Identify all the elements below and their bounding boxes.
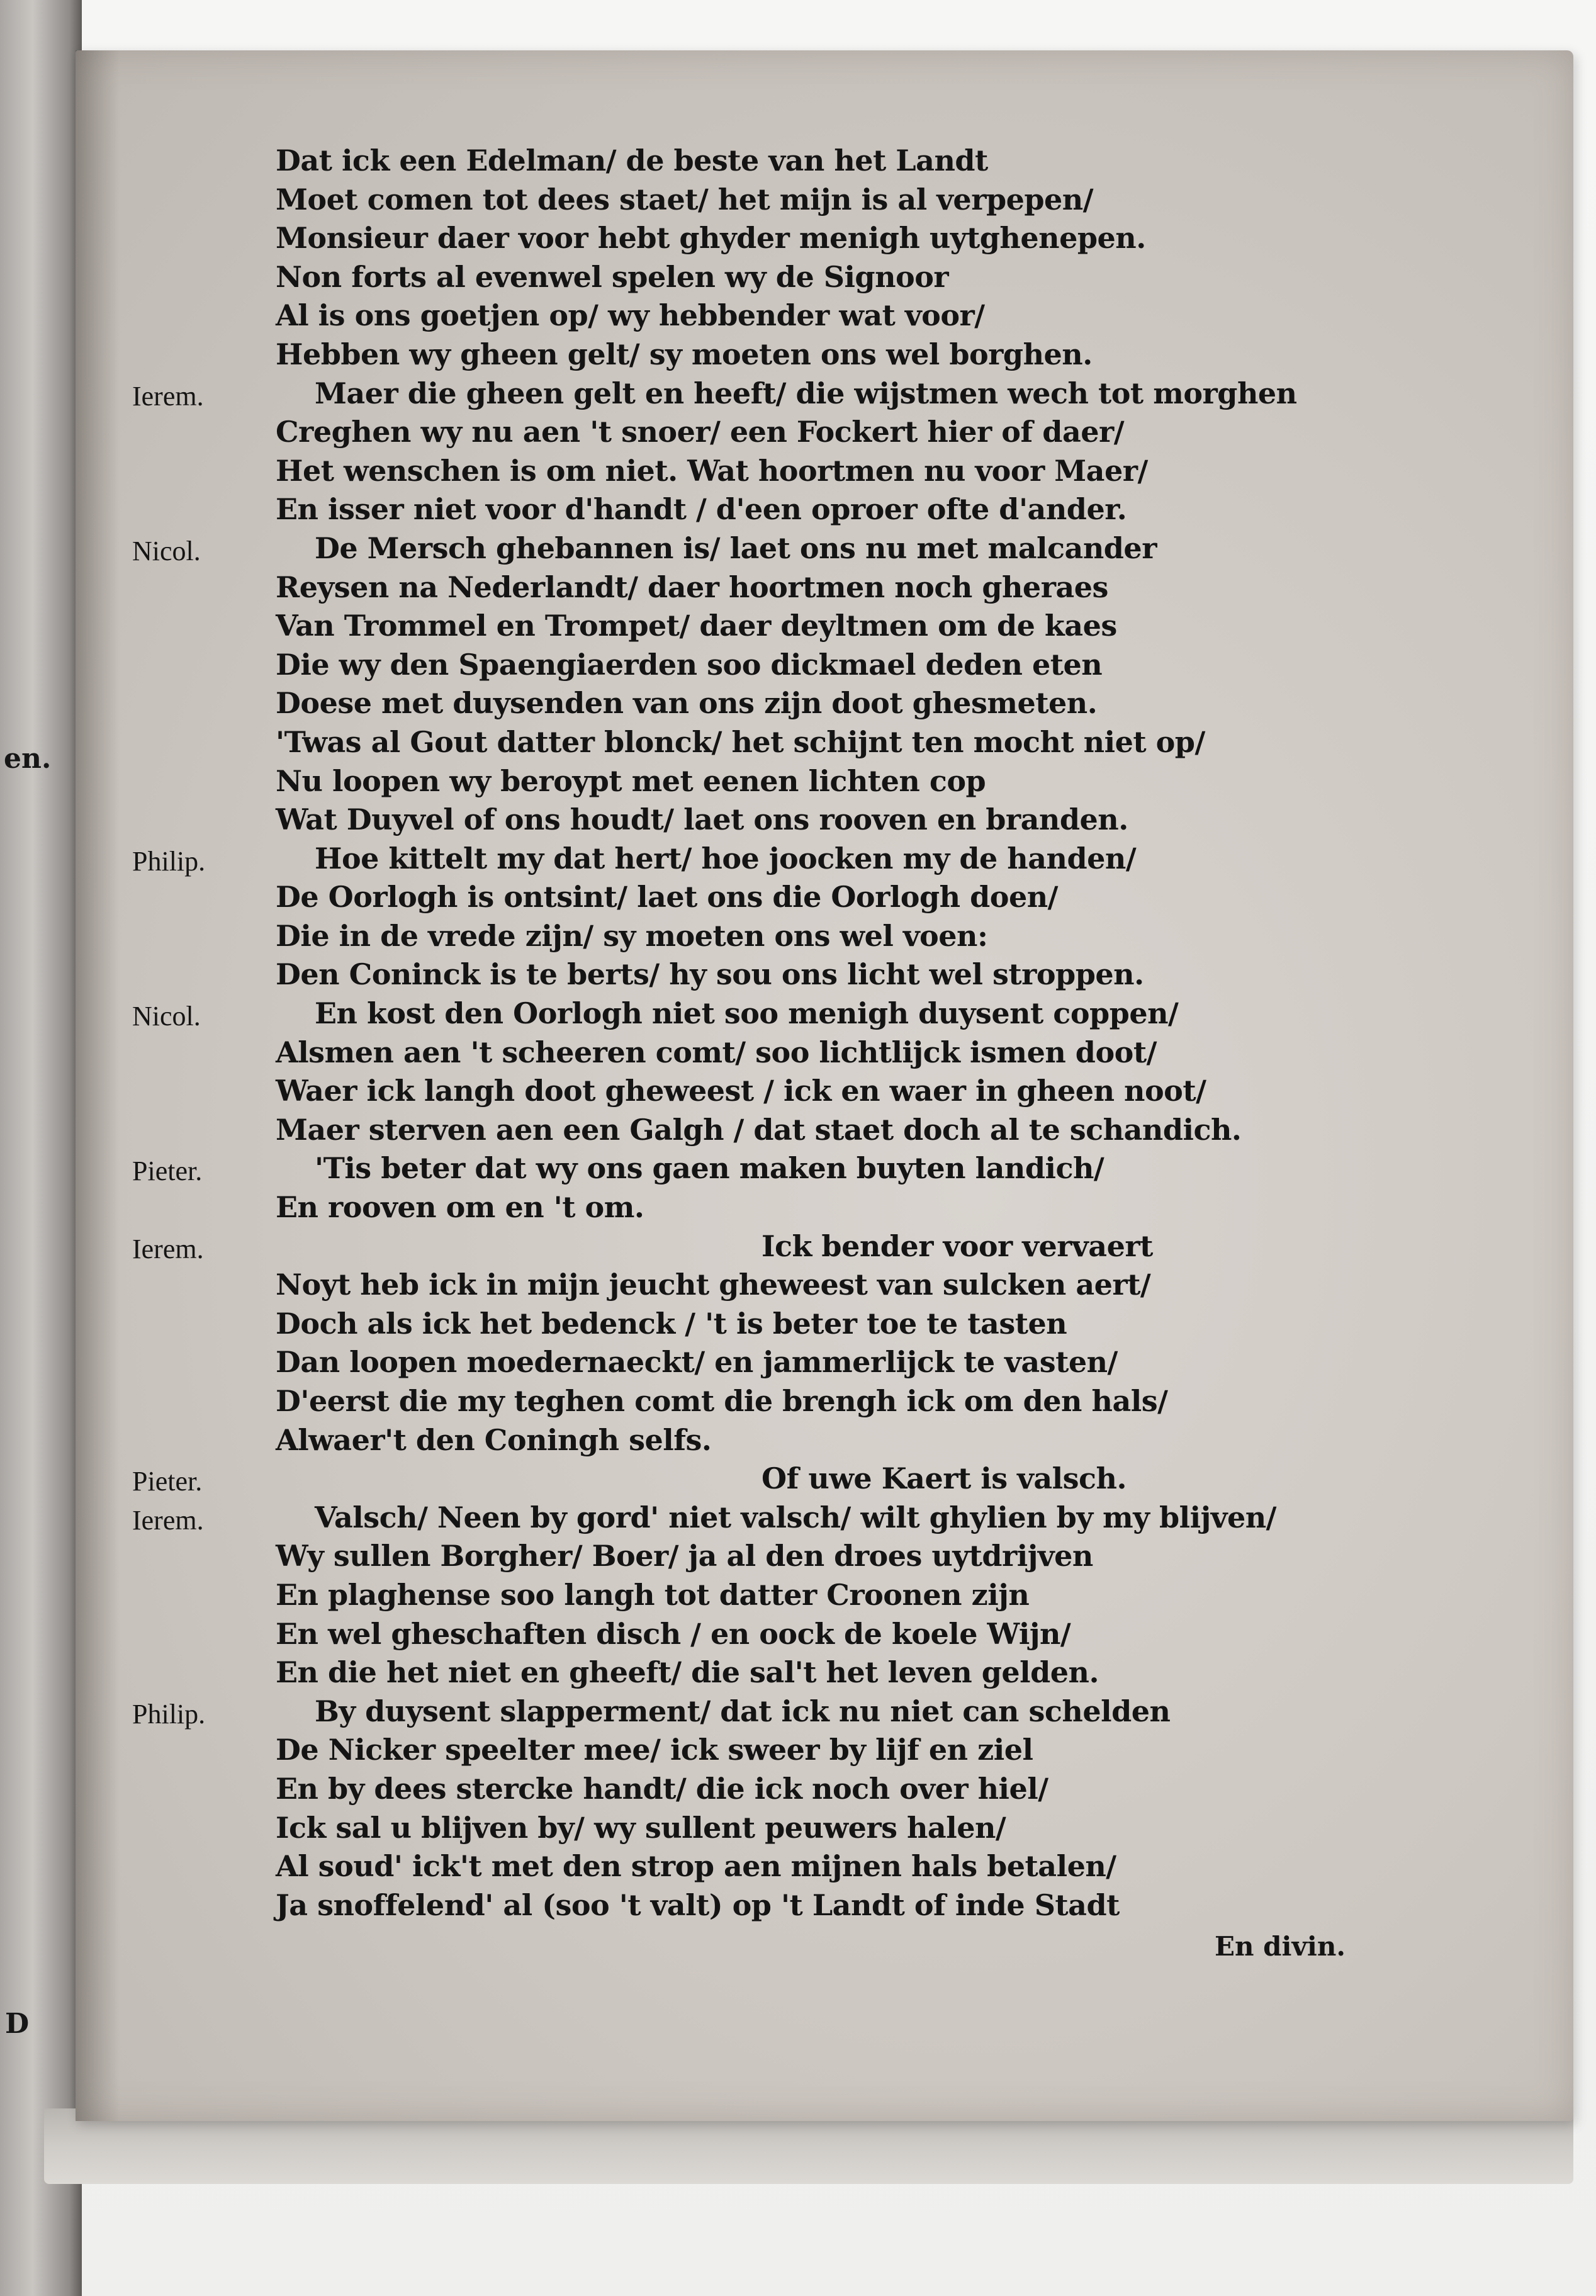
verse-line: [132, 684, 1517, 723]
verse-line: [132, 181, 1517, 220]
verse-text: Wy sullen Borgher/ Boer/ ja al den droes uytdrijven: [276, 1539, 1093, 1573]
verse-line: [132, 452, 1517, 491]
verse-line: [132, 1033, 1517, 1072]
verse-line: [132, 142, 1517, 181]
verse-line: [132, 1305, 1517, 1344]
verse-text: 'Twas al Gout datter blonck/ het schijnt ten mocht niet op/: [276, 724, 1205, 759]
verse-text: Ick bender voor vervaert: [761, 1229, 1153, 1263]
verse-text: Doch als ick het bedenck / 't is beter toe te tasten: [276, 1306, 1067, 1341]
speaker-label: Philip.: [132, 845, 206, 877]
verse-text: Al soud' ick't met den strop aen mijnen hals betalen/: [276, 1849, 1116, 1884]
verse-text: Doese met duysenden van ons zijn doot ghesmeten.: [276, 686, 1098, 721]
verse-line: [132, 762, 1517, 801]
verse-text: Van Trommel en Trompet/ daer deyltmen om de kaes: [276, 609, 1117, 643]
left-facing-page: [0, 0, 82, 2296]
verse-text: Creghen wy nu aen 't snoer/ een Fockert hier of daer/: [276, 415, 1125, 449]
verse-line: [132, 1072, 1517, 1111]
verse-text: Moet comen tot dees staet/ het mijn is al verpepen/: [276, 182, 1094, 217]
verse-line: [132, 1149, 1517, 1188]
speaker-label: Ierem.: [132, 1504, 204, 1536]
verse-line: [132, 219, 1517, 258]
verse-line: [132, 1227, 1517, 1266]
verse-text: 'Tis beter dat wy ons gaen maken buyten landich/: [315, 1151, 1104, 1186]
verse-text: En wel gheschaften disch / en oock de koele Wijn/: [276, 1616, 1071, 1651]
verse-text: Dan loopen moedernaeckt/ en jammerlijck te vasten/: [276, 1345, 1118, 1380]
verse-text: Noyt heb ick in mijn jeucht gheweest van sulcken aert/: [276, 1268, 1151, 1302]
verse-text: Ja snoffelend' al (soo 't valt) op 't Landt of inde Stadt: [276, 1888, 1120, 1922]
verse-text: De Nicker speelter mee/ ick sweer by lijf en ziel: [276, 1733, 1033, 1767]
verse-text: Alsmen aen 't scheeren comt/ soo lichtlijck ismen doot/: [276, 1035, 1157, 1069]
verse-line: [132, 994, 1517, 1033]
verse-text: En plaghense soo langh tot datter Croonen zijn: [276, 1577, 1030, 1612]
verse-text: Hebben wy gheen gelt/ sy moeten ons wel borghen.: [276, 337, 1093, 371]
verse-text: Den Coninck is te berts/ hy sou ons licht wel stroppen.: [276, 957, 1144, 992]
verse-text: Ick sal u blijven by/ wy sullent peuwers halen/: [276, 1810, 1006, 1845]
verse-line: [132, 1499, 1517, 1538]
verse-text: Maer die gheen gelt en heeft/ die wijstmen wech tot morghen: [315, 376, 1297, 410]
verse-line: [132, 1421, 1517, 1460]
catchword: En divin.: [1215, 1931, 1346, 1962]
verse-line: [132, 1188, 1517, 1227]
verse-text: Alwaer't den Coningh selfs.: [276, 1422, 712, 1457]
verse-text: By duysent slapperment/ dat ick nu niet can schelden: [315, 1694, 1171, 1728]
verse-text: Het wenschen is om niet. Wat hoortmen nu voor Maer/: [276, 453, 1148, 488]
verse-text: Die wy den Spaengiaerden soo dickmael deden eten: [276, 647, 1103, 682]
speaker-label: Nicol.: [132, 1001, 201, 1032]
verse-text: Dat ick een Edelman/ de beste van het Landt: [276, 144, 988, 177]
verse-line: [132, 1460, 1517, 1499]
verse-line: [132, 335, 1517, 374]
verse-line: [132, 568, 1517, 607]
verse-text: De Mersch ghebannen is/ laet ons nu met malcander: [315, 531, 1157, 565]
verse-text: En by dees stercke handt/ die ick noch over hiel/: [276, 1771, 1048, 1806]
verse-text: En kost den Oorlogh niet soo menigh duysent coppen/: [315, 996, 1179, 1031]
verse-line: [132, 840, 1517, 879]
verse-line: [132, 413, 1517, 452]
speaker-label: Philip.: [132, 1698, 206, 1730]
verse-text: Die in de vrede zijn/ sy moeten ons wel voen:: [276, 918, 988, 953]
gutter-shadow: [76, 50, 120, 2121]
verse-text: En die het niet en gheeft/ die sal't het leven gelden.: [276, 1655, 1099, 1690]
verse-line: [132, 1770, 1517, 1809]
verse-line: [132, 1615, 1517, 1654]
left-page-fragment-bottom: D: [5, 2008, 30, 2040]
verse-line: [132, 1731, 1517, 1770]
verse-text-block: [132, 142, 1517, 1925]
verse-line: [132, 1111, 1517, 1150]
verse-text: Of uwe Kaert is valsch.: [761, 1461, 1127, 1496]
verse-line: [132, 529, 1517, 568]
verse-text: De Oorlogh is ontsint/ laet ons die Oorlogh doen/: [276, 880, 1058, 914]
verse-line: [132, 878, 1517, 917]
verse-line: [132, 1266, 1517, 1305]
speaker-label: Ierem.: [132, 380, 204, 412]
verse-text: Maer sterven aen een Galgh / dat staet doch al te schandich.: [276, 1112, 1242, 1147]
verse-line: [132, 1382, 1517, 1421]
verse-line: [132, 801, 1517, 840]
speaker-label: Pieter.: [132, 1156, 203, 1187]
verse-line: [132, 374, 1517, 414]
speaker-label: Nicol.: [132, 535, 201, 566]
verse-text: Valsch/ Neen by gord' niet valsch/ wilt ghylien by my blijven/: [315, 1500, 1276, 1534]
verse-text: Non forts al evenwel spelen wy de Signoor: [276, 259, 949, 294]
verse-text: Hoe kittelt my dat hert/ hoe joocken my de handen/: [315, 841, 1137, 875]
verse-line: [132, 646, 1517, 685]
verse-text: Nu loopen wy beroypt met eenen lichten cop: [276, 763, 986, 798]
verse-line: [132, 955, 1517, 994]
speaker-label: Pieter.: [132, 1466, 203, 1497]
verse-text: Waer ick langh doot gheweest / ick en waer in gheen noot/: [276, 1074, 1206, 1108]
verse-text: Monsieur daer voor hebt ghyder menigh uytghenepen.: [276, 221, 1146, 256]
verse-text: D'eerst die my teghen comt die brengh ick om den hals/: [276, 1384, 1168, 1418]
verse-text: Al is ons goetjen op/ wy hebbender wat voor/: [276, 298, 985, 333]
verse-line: [132, 296, 1517, 335]
verse-line: [132, 258, 1517, 297]
verse-line: [132, 607, 1517, 646]
verse-line: [132, 1343, 1517, 1382]
verse-text: En isser niet voor d'handt / d'een oproer ofte d'ander.: [276, 492, 1127, 527]
verse-line: [132, 1809, 1517, 1848]
verse-text: Reysen na Nederlandt/ daer hoortmen noch gheraes: [276, 570, 1108, 604]
verse-line: [132, 1576, 1517, 1615]
verse-line: [132, 1692, 1517, 1731]
left-page-fragment: en.: [4, 743, 52, 775]
verse-text: En rooven om en 't om.: [276, 1190, 644, 1225]
verse-line: [132, 723, 1517, 762]
verse-line: [132, 1847, 1517, 1886]
verse-line: [132, 490, 1517, 529]
verse-line: [132, 1886, 1517, 1925]
verse-line: [132, 1653, 1517, 1692]
speaker-label: Ierem.: [132, 1233, 204, 1264]
verse-line: [132, 1537, 1517, 1576]
verse-text: Wat Duyvel of ons houdt/ laet ons rooven en branden.: [276, 802, 1128, 837]
verse-line: [132, 917, 1517, 956]
